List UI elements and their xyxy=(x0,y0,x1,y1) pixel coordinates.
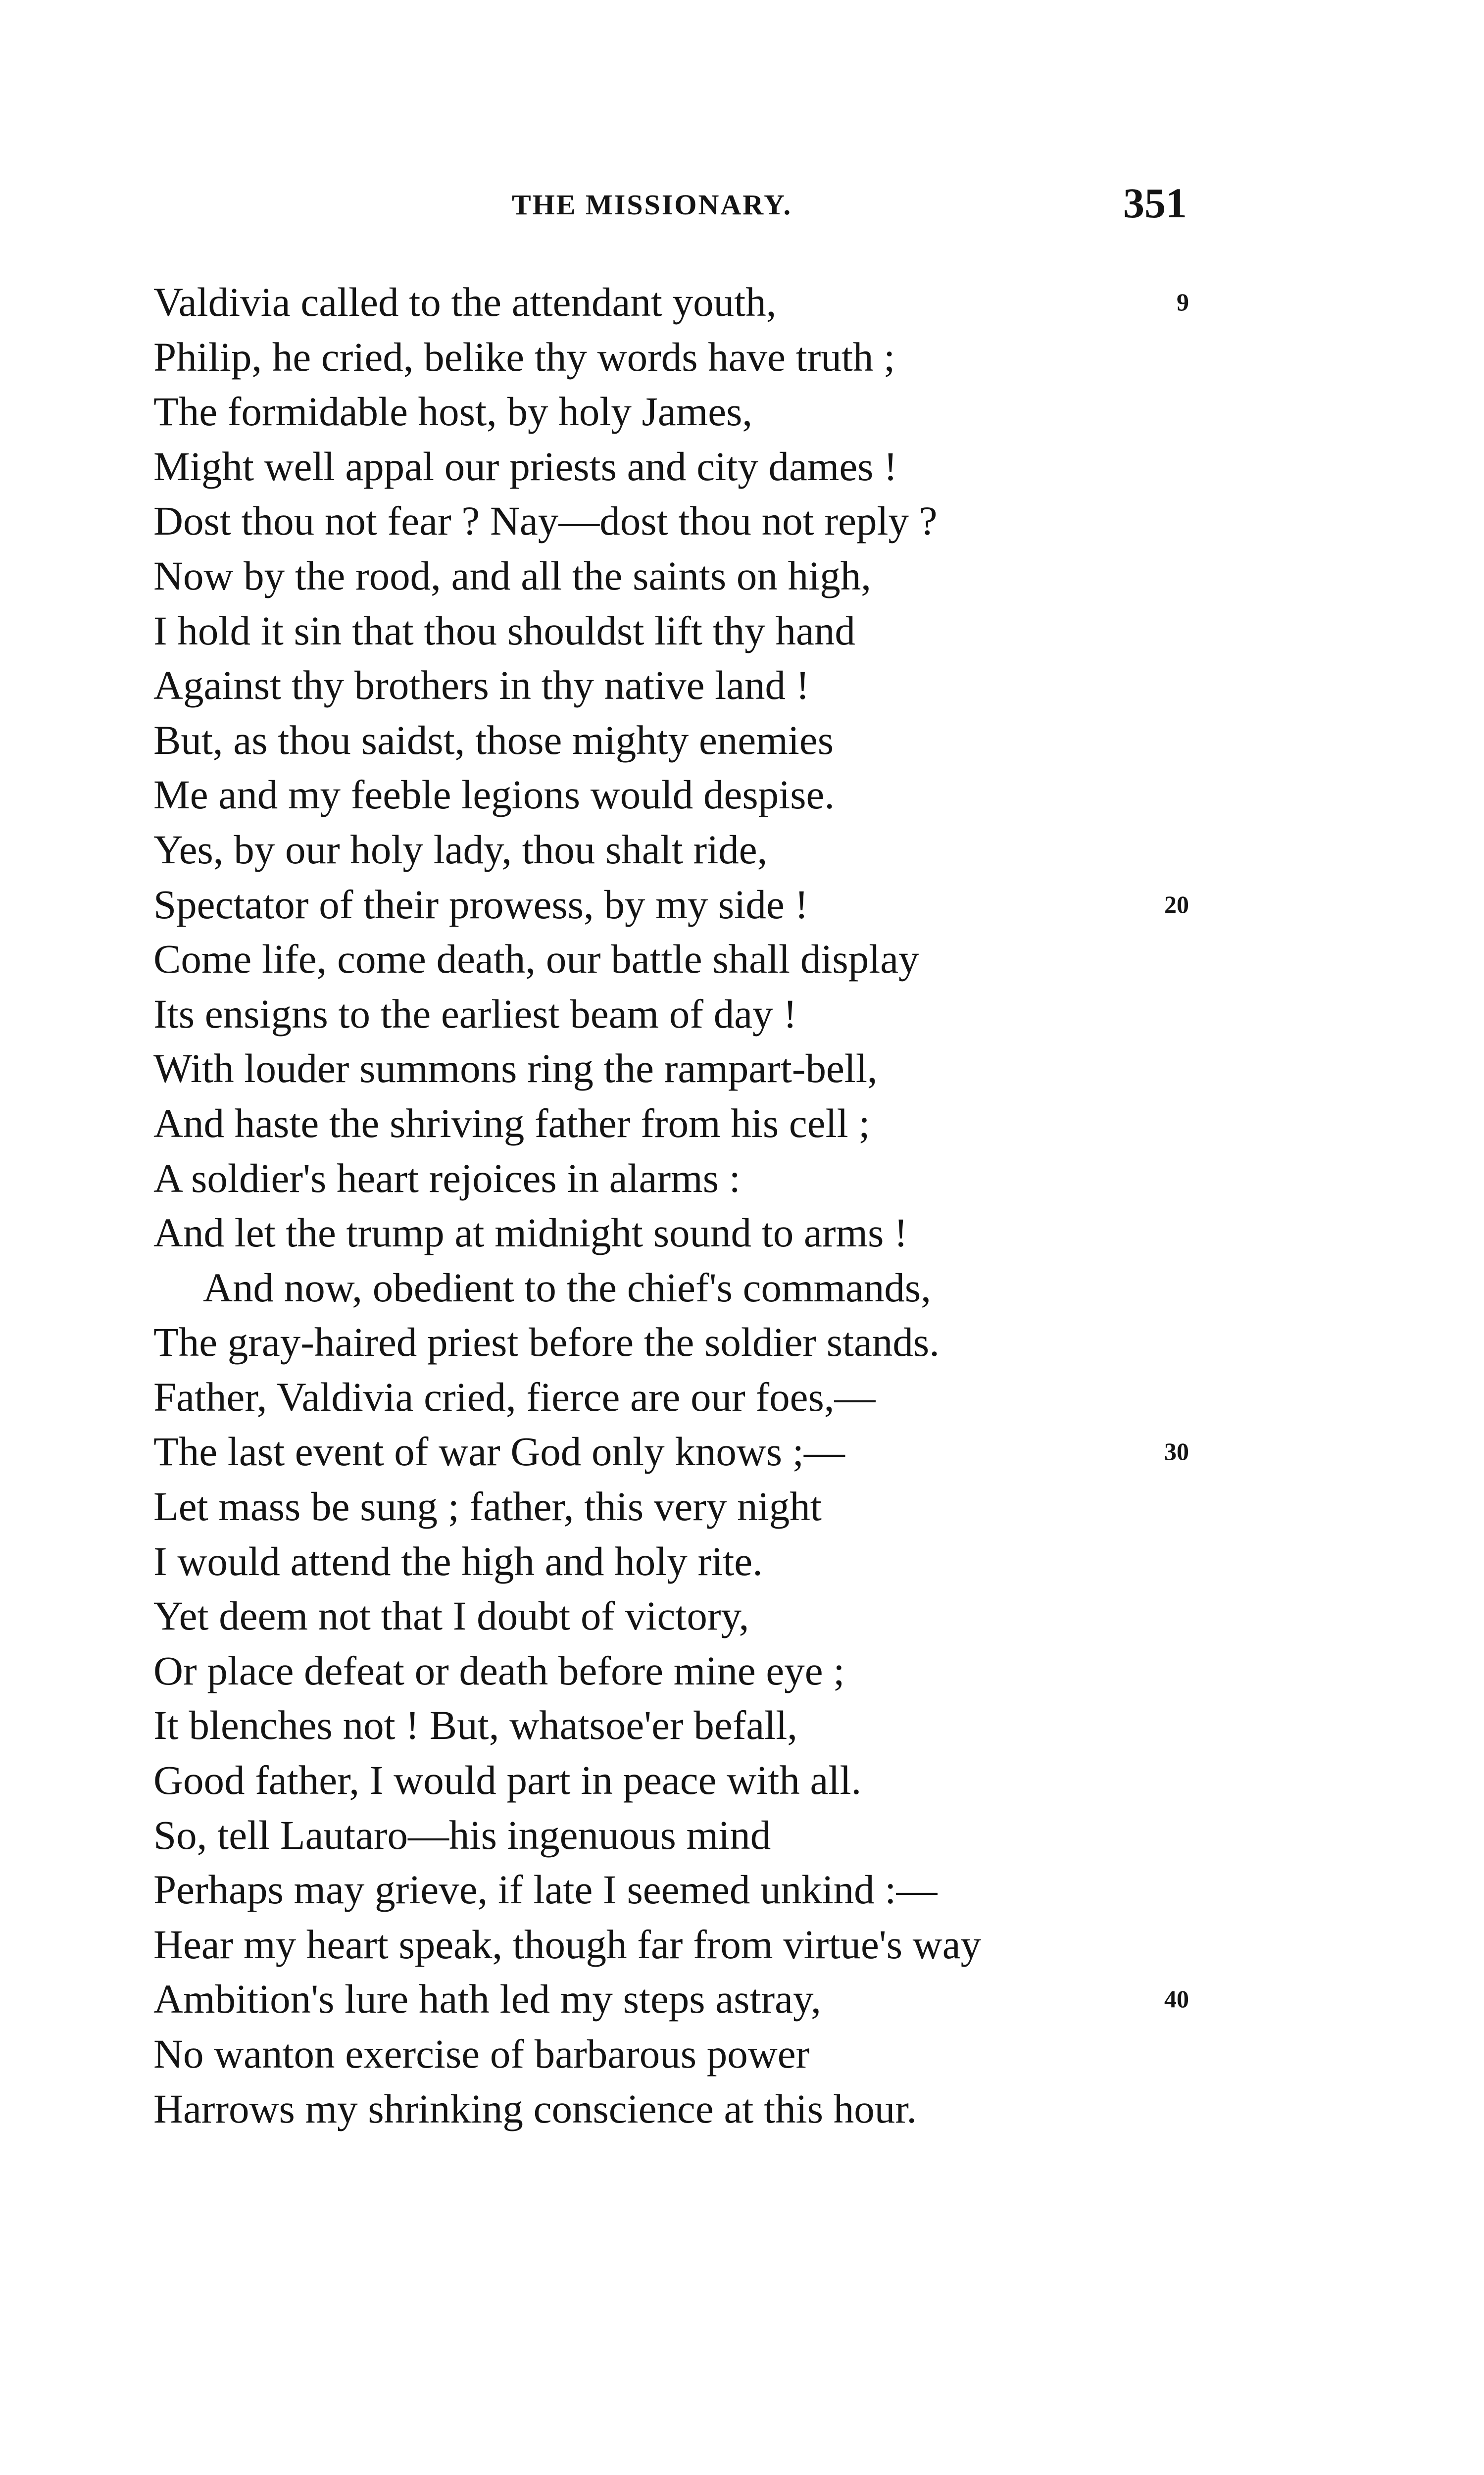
poem-line-text: And let the trump at midnight sound to arms ! xyxy=(153,1210,908,1256)
poem-line-text: Good father, I would part in peace with all. xyxy=(153,1757,862,1803)
poem-line xyxy=(153,439,1188,494)
poem-line xyxy=(153,1643,1188,1698)
poem-line xyxy=(153,658,1188,713)
poem-line xyxy=(153,1753,1188,1808)
poem-line xyxy=(153,987,1188,1041)
poem-line-text: Harrows my shrinking conscience at this hour. xyxy=(153,2085,917,2131)
poem-line-text: Might well appal our priests and city dames ! xyxy=(153,443,897,489)
poem-line-text: Against thy brothers in thy native land ! xyxy=(153,662,810,708)
poem-line xyxy=(153,767,1188,822)
poem-line-text: But, as thou saidst, those mighty enemies xyxy=(153,717,834,763)
poem-line xyxy=(153,1479,1188,1534)
poem-line-text: Philip, he cried, belike thy words have truth ; xyxy=(153,334,895,380)
poem-line-text: And haste the shriving father from his cell ; xyxy=(153,1100,870,1146)
poem-line-text: Valdivia called to the attendant youth, xyxy=(153,279,777,325)
poem-line-text: Let mass be sung ; father, this very night xyxy=(153,1484,822,1530)
poem-line-text: Its ensigns to the earliest beam of day ! xyxy=(153,990,797,1037)
poem-line xyxy=(153,1972,1188,2027)
poem-line xyxy=(153,1698,1188,1753)
poem-line-text: So, tell Lautaro—his ingenuous mind xyxy=(153,1812,771,1858)
poem-line-text: Or place defeat or death before mine eye ; xyxy=(153,1647,845,1693)
poem-line xyxy=(153,1370,1188,1425)
page-number: 351 xyxy=(1123,179,1187,227)
poem-line-text: No wanton exercise of barbarous power xyxy=(153,2031,810,2077)
poem-line xyxy=(153,932,1188,987)
poem-line-text: Now by the rood, and all the saints on high, xyxy=(153,552,871,598)
poem-line xyxy=(153,1534,1188,1589)
poem-line-text: I would attend the high and holy rite. xyxy=(153,1538,763,1584)
poem-line xyxy=(153,877,1188,932)
poem-line-text: Perhaps may grieve, if late I seemed unkind :— xyxy=(153,1867,938,1913)
poem-line-text: With louder summons ring the rampart-bell, xyxy=(153,1045,878,1091)
poem-line-text: Yet deem not that I doubt of victory, xyxy=(153,1593,749,1639)
poem-line-text: Ambition's lure hath led my steps astray, xyxy=(153,1976,821,2022)
poem-body xyxy=(153,275,1188,2136)
poem-line xyxy=(153,713,1188,768)
poem-line xyxy=(153,384,1188,439)
poem-line-text: The gray-haired priest before the soldier stands. xyxy=(153,1319,940,1365)
poem-line xyxy=(153,494,1188,548)
poem-line-text: Dost thou not fear ? Nay—dost thou not reply ? xyxy=(153,498,938,544)
poem-line xyxy=(153,1315,1188,1370)
poem-line-text: I hold it sin that thou shouldst lift thy hand xyxy=(153,607,855,653)
poem-line-text: Me and my feeble legions would despise. xyxy=(153,772,835,818)
poem-line xyxy=(153,275,1188,330)
poem-line-text: Yes, by our holy lady, thou shalt ride, xyxy=(153,826,768,872)
poem-line xyxy=(153,1424,1188,1479)
poem-line xyxy=(153,603,1188,658)
poem-line xyxy=(153,1917,1188,1972)
poem-line-text: A soldier's heart rejoices in alarms : xyxy=(153,1155,741,1201)
poem-line xyxy=(153,1041,1188,1096)
poem-line-text: Hear my heart speak, though far from virtue's way xyxy=(153,1921,982,1967)
poem-line-text: And now, obedient to the chief's commands, xyxy=(203,1264,931,1310)
poem-line xyxy=(153,1808,1188,1863)
poem-line xyxy=(153,1151,1188,1206)
poem-line xyxy=(153,2027,1188,2081)
poem-line xyxy=(153,548,1188,603)
poem-line xyxy=(153,1588,1188,1643)
poem-line xyxy=(153,1862,1188,1917)
poem-line xyxy=(153,822,1188,877)
line-number: 40 xyxy=(1164,1985,1189,2013)
poem-line-text: The formidable host, by holy James, xyxy=(153,389,753,435)
poem-line xyxy=(153,2081,1188,2136)
poem-line-text: Father, Valdivia cried, fierce are our foes,— xyxy=(153,1374,876,1420)
poem-line xyxy=(153,1260,1188,1315)
poem-line xyxy=(153,1096,1188,1151)
poem-line xyxy=(153,1205,1188,1260)
poem-line-text: It blenches not ! But, whatsoe'er befall, xyxy=(153,1702,798,1748)
line-number: 30 xyxy=(1164,1437,1189,1466)
line-number: 20 xyxy=(1164,890,1189,918)
running-title: THE MISSIONARY. xyxy=(512,189,792,221)
poem-line-text: The last event of war God only knows ;— xyxy=(153,1429,845,1475)
poem-line-text: Spectator of their prowess, by my side ! xyxy=(153,881,809,927)
poem-line-text: Come life, come death, our battle shall display xyxy=(153,936,919,982)
line-number: 9 xyxy=(1177,288,1189,316)
poem-line xyxy=(153,330,1188,385)
